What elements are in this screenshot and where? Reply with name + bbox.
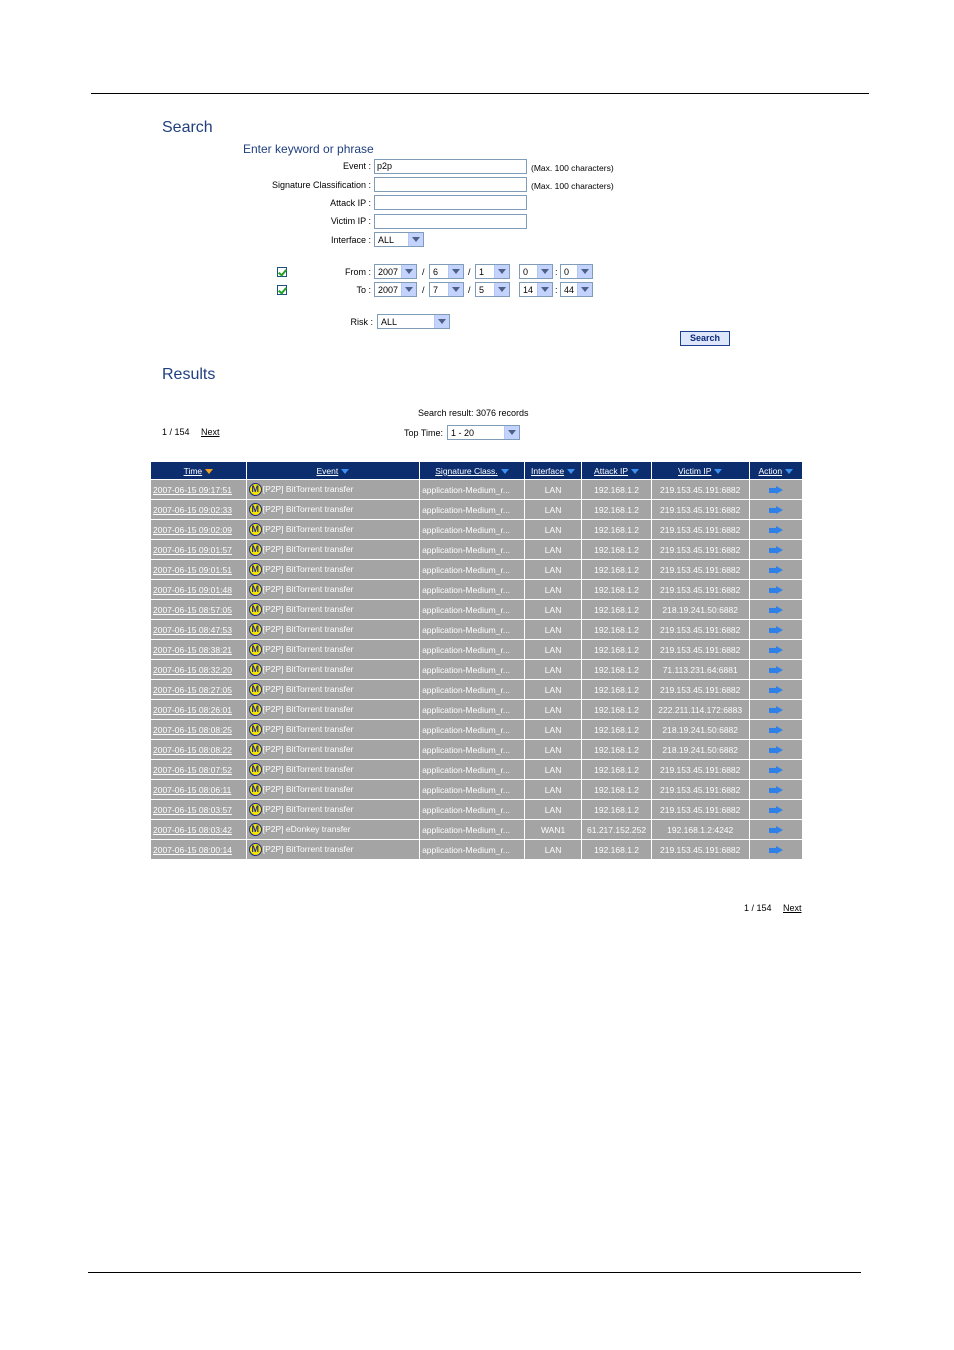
attack-ip-input[interactable] [374,195,527,210]
row-time-link[interactable]: 2007-06-15 08:38:21 [151,640,246,659]
row-interface: LAN [525,760,581,779]
row-event-text: [P2P] BitTorrent transfer [262,803,354,814]
table-header-row [151,462,802,479]
table-row [151,680,802,699]
medium-risk-icon: M [249,723,262,736]
row-signature-class: application-Medium_r... [420,760,524,779]
row-signature-class: application-Medium_r... [420,840,524,859]
table-row [151,820,802,839]
row-interface: LAN [525,520,581,539]
to-month-value: 7 [433,285,439,295]
row-time-link[interactable]: 2007-06-15 09:01:51 [151,560,246,579]
medium-risk-icon: M [249,663,262,676]
from-hour-select[interactable] [519,264,553,279]
row-victim-ip: 219.153.45.191:6882 [652,800,749,819]
medium-risk-icon: M [249,683,262,696]
row-event [247,580,419,599]
row-interface: LAN [525,780,581,799]
column-header-victim-ip[interactable]: Victim IP [652,462,749,479]
table-row [151,780,802,799]
row-time-link[interactable]: 2007-06-15 08:07:52 [151,760,246,779]
table-row [151,500,802,519]
row-event [247,600,419,619]
table-row [151,480,802,499]
row-interface: LAN [525,800,581,819]
row-time-link[interactable]: 2007-06-15 08:26:01 [151,700,246,719]
row-victim-ip: 218.19.241.50:6882 [652,600,749,619]
row-time-link[interactable]: 2007-06-15 08:57:05 [151,600,246,619]
row-signature-class: application-Medium_r... [420,480,524,499]
row-attack-ip: 192.168.1.2 [582,800,651,819]
to-checkbox[interactable] [277,285,287,295]
table-row [151,840,802,859]
row-victim-ip: 219.153.45.191:6882 [652,640,749,659]
chevron-down-icon[interactable] [401,265,416,278]
medium-risk-icon: M [249,803,262,816]
arrow-right-icon[interactable] [769,486,783,495]
row-time-link[interactable]: 2007-06-15 08:03:57 [151,800,246,819]
row-victim-ip: 218.19.241.50:6882 [652,720,749,739]
row-action[interactable] [750,600,802,619]
victim-ip-label: Victim IP : [330,216,371,226]
row-interface: LAN [525,600,581,619]
row-action[interactable] [750,720,802,739]
row-event-text: [P2P] eDonkey transfer [262,823,351,834]
row-signature-class: application-Medium_r... [420,740,524,759]
row-event [247,640,419,659]
row-time-link[interactable]: 2007-06-15 08:27:05 [151,680,246,699]
date-separator: / [422,285,425,295]
row-attack-ip: 192.168.1.2 [582,680,651,699]
row-event [247,560,419,579]
column-header-time[interactable]: Time [151,462,246,479]
from-checkbox[interactable] [277,267,287,277]
from-minute-value: 0 [564,267,570,277]
row-interface: LAN [525,580,581,599]
row-signature-class: application-Medium_r... [420,620,524,639]
row-attack-ip: 192.168.1.2 [582,760,651,779]
row-event [247,740,419,759]
table-row [151,660,802,679]
to-label: To : [356,285,371,295]
arrow-right-icon[interactable] [769,786,783,795]
row-interface: LAN [525,540,581,559]
row-interface: LAN [525,640,581,659]
bottom-rule [88,1272,861,1273]
arrow-right-icon[interactable] [769,806,783,815]
chevron-down-icon[interactable] [448,283,463,296]
column-header-action[interactable]: Action [750,462,802,479]
row-signature-class: application-Medium_r... [420,800,524,819]
row-signature-class: application-Medium_r... [420,680,524,699]
table-row [151,540,802,559]
chevron-down-icon[interactable] [577,265,592,278]
page-info-top: 1 / 154 [162,427,190,437]
medium-risk-icon: M [249,503,262,516]
row-victim-ip: 219.153.45.191:6882 [652,560,749,579]
sort-icon [501,469,509,474]
medium-risk-icon: M [249,703,262,716]
row-time-link[interactable]: 2007-06-15 08:03:42 [151,820,246,839]
arrow-right-icon[interactable] [769,746,783,755]
row-interface: LAN [525,680,581,699]
row-event-text: [P2P] BitTorrent transfer [262,723,354,734]
row-event [247,480,419,499]
row-victim-ip: 71.113.231.64:6881 [652,660,749,679]
from-day-value: 1 [479,267,485,277]
top-time-select[interactable] [447,425,520,440]
row-event [247,840,419,859]
row-victim-ip: 219.153.45.191:6882 [652,840,749,859]
row-time-link[interactable]: 2007-06-15 09:02:09 [151,520,246,539]
top-rule [91,93,869,94]
row-time-link[interactable]: 2007-06-15 09:01:57 [151,540,246,559]
arrow-right-icon[interactable] [769,586,783,595]
victim-ip-input[interactable] [374,214,527,229]
row-victim-ip: 219.153.45.191:6882 [652,760,749,779]
row-event-text: [P2P] BitTorrent transfer [262,603,354,614]
row-time-link[interactable]: 2007-06-15 09:17:51 [151,480,246,499]
row-action[interactable] [750,760,802,779]
chevron-down-icon[interactable] [401,283,416,296]
row-event-text: [P2P] BitTorrent transfer [262,483,354,494]
medium-risk-icon: M [249,603,262,616]
from-hour-value: 0 [523,267,529,277]
row-interface: WAN1 [525,820,581,839]
row-event-text: [P2P] BitTorrent transfer [262,543,354,554]
arrow-right-icon[interactable] [769,766,783,775]
time-separator: : [555,285,558,295]
column-header-interface[interactable]: Interface [525,462,581,479]
arrow-right-icon[interactable] [769,666,783,675]
row-action[interactable] [750,580,802,599]
row-signature-class: application-Medium_r... [420,600,524,619]
row-event [247,780,419,799]
row-action[interactable] [750,640,802,659]
medium-risk-icon: M [249,743,262,756]
sort-icon [567,469,575,474]
medium-risk-icon: M [249,483,262,496]
interface-label: Interface : [330,235,371,245]
from-month-value: 6 [433,267,439,277]
chevron-down-icon[interactable] [537,283,552,296]
row-event-text: [P2P] BitTorrent transfer [262,523,354,534]
search-result-summary: Search result: 3076 records [418,408,529,418]
arrow-right-icon[interactable] [769,726,783,735]
row-interface: LAN [525,840,581,859]
sort-icon [341,469,349,474]
row-event-text: [P2P] BitTorrent transfer [262,623,354,634]
row-event [247,800,419,819]
time-separator: : [555,267,558,277]
row-action[interactable] [750,620,802,639]
medium-risk-icon: M [249,543,262,556]
row-attack-ip: 192.168.1.2 [582,740,651,759]
to-day-select[interactable] [475,282,510,297]
row-attack-ip: 192.168.1.2 [582,500,651,519]
risk-select[interactable] [377,314,450,329]
to-minute-select[interactable] [560,282,593,297]
results-table [150,461,803,860]
row-action[interactable] [750,800,802,819]
row-action[interactable] [750,840,802,859]
medium-risk-icon: M [249,823,262,836]
row-event [247,620,419,639]
row-interface: LAN [525,700,581,719]
arrow-right-icon[interactable] [769,706,783,715]
row-action[interactable] [750,480,802,499]
chevron-down-icon[interactable] [408,233,423,246]
to-day-value: 5 [479,285,485,295]
row-event [247,700,419,719]
to-month-select[interactable] [429,282,464,297]
sigclass-input[interactable] [374,177,527,192]
row-signature-class: application-Medium_r... [420,540,524,559]
next-link-top[interactable]: Next [201,427,220,437]
table-row [151,580,802,599]
row-time-link[interactable]: 2007-06-15 08:32:20 [151,660,246,679]
row-victim-ip: 219.153.45.191:6882 [652,520,749,539]
arrow-right-icon[interactable] [769,646,783,655]
from-year-select[interactable] [374,264,417,279]
row-attack-ip: 192.168.1.2 [582,720,651,739]
table-row [151,740,802,759]
row-signature-class: application-Medium_r... [420,520,524,539]
medium-risk-icon: M [249,843,262,856]
medium-risk-icon: M [249,763,262,776]
row-event-text: [P2P] BitTorrent transfer [262,663,354,674]
arrow-right-icon[interactable] [769,826,783,835]
row-victim-ip: 219.153.45.191:6882 [652,680,749,699]
row-event-text: [P2P] BitTorrent transfer [262,703,354,714]
row-signature-class: application-Medium_r... [420,700,524,719]
attack-ip-label: Attack IP : [330,198,371,208]
row-interface: LAN [525,560,581,579]
row-victim-ip: 219.153.45.191:6882 [652,580,749,599]
arrow-right-icon[interactable] [769,686,783,695]
row-interface: LAN [525,620,581,639]
row-time-link[interactable]: 2007-06-15 08:47:53 [151,620,246,639]
row-event-text: [P2P] BitTorrent transfer [262,743,354,754]
row-attack-ip: 192.168.1.2 [582,660,651,679]
medium-risk-icon: M [249,623,262,636]
medium-risk-icon: M [249,643,262,656]
sort-icon [714,469,722,474]
row-event-text: [P2P] BitTorrent transfer [262,583,354,594]
interface-select-value: ALL [378,235,395,245]
row-event [247,660,419,679]
chevron-down-icon[interactable] [448,265,463,278]
row-signature-class: application-Medium_r... [420,820,524,839]
arrow-right-icon[interactable] [769,846,783,855]
row-victim-ip: 219.153.45.191:6882 [652,480,749,499]
from-day-select[interactable] [475,264,510,279]
to-minute-value: 44 [564,285,575,295]
to-hour-select[interactable] [519,282,553,297]
table-row [151,800,802,819]
table-row [151,700,802,719]
row-signature-class: application-Medium_r... [420,640,524,659]
chevron-down-icon[interactable] [537,265,552,278]
sigclass-label: Signature Classification : [271,180,371,190]
date-separator: / [422,267,425,277]
row-time-link[interactable]: 2007-06-15 08:08:25 [151,720,246,739]
top-time-label: Top Time: [404,428,444,438]
table-row [151,620,802,639]
row-interface: LAN [525,480,581,499]
row-victim-ip: 218.19.241.50:6882 [652,740,749,759]
medium-risk-icon: M [249,563,262,576]
row-interface: LAN [525,740,581,759]
row-event-text: [P2P] BitTorrent transfer [262,783,354,794]
top-time-value: 1 - 20 [451,428,475,438]
row-event [247,820,419,839]
row-time-link[interactable]: 2007-06-15 09:01:48 [151,580,246,599]
medium-risk-icon: M [249,523,262,536]
row-attack-ip: 192.168.1.2 [582,780,651,799]
medium-risk-icon: M [249,583,262,596]
row-event-text: [P2P] BitTorrent transfer [262,563,354,574]
row-attack-ip: 192.168.1.2 [582,840,651,859]
row-victim-ip: 219.153.45.191:6882 [652,780,749,799]
sort-icon [631,469,639,474]
search-subtitle: Enter keyword or phrase [243,142,374,156]
row-event-text: [P2P] BitTorrent transfer [262,843,354,854]
row-interface: LAN [525,500,581,519]
row-action[interactable] [750,780,802,799]
table-row [151,600,802,619]
event-label: Event : [342,161,371,171]
row-event [247,680,419,699]
column-header-attack-ip[interactable]: Attack IP [582,462,651,479]
column-header-signature-class[interactable]: Signature Class. [420,462,524,479]
medium-risk-icon: M [249,783,262,796]
row-event [247,540,419,559]
chevron-down-icon[interactable] [504,426,519,439]
to-hour-value: 14 [523,285,534,295]
column-header-event[interactable]: Event [247,462,419,479]
row-event-text: [P2P] BitTorrent transfer [262,763,354,774]
table-row [151,760,802,779]
row-attack-ip: 192.168.1.2 [582,480,651,499]
row-event-text: [P2P] BitTorrent transfer [262,643,354,654]
row-attack-ip: 192.168.1.2 [582,540,651,559]
row-action[interactable] [750,660,802,679]
row-attack-ip: 192.168.1.2 [582,700,651,719]
row-signature-class: application-Medium_r... [420,720,524,739]
from-minute-select[interactable] [560,264,593,279]
table-row [151,720,802,739]
event-note: (Max. 100 characters) [531,163,614,173]
row-event [247,760,419,779]
from-month-select[interactable] [429,264,464,279]
to-year-select[interactable] [374,282,417,297]
row-victim-ip: 219.153.45.191:6882 [652,620,749,639]
row-interface: LAN [525,660,581,679]
row-action[interactable] [750,740,802,759]
arrow-right-icon[interactable] [769,606,783,615]
row-event [247,520,419,539]
arrow-right-icon[interactable] [769,506,783,515]
date-separator: / [468,267,471,277]
row-signature-class: application-Medium_r... [420,660,524,679]
chevron-down-icon[interactable] [434,315,449,328]
date-separator: / [468,285,471,295]
row-attack-ip: 192.168.1.2 [582,620,651,639]
arrow-right-icon[interactable] [769,626,783,635]
row-signature-class: application-Medium_r... [420,560,524,579]
chevron-down-icon[interactable] [494,265,509,278]
row-signature-class: application-Medium_r... [420,780,524,799]
row-action[interactable] [750,500,802,519]
row-time-link[interactable]: 2007-06-15 08:06:11 [151,780,246,799]
to-year-value: 2007 [378,285,399,295]
sort-desc-icon [205,469,213,474]
row-victim-ip: 219.153.45.191:6882 [652,500,749,519]
table-row [151,520,802,539]
search-button[interactable]: Search [680,331,730,346]
row-attack-ip: 61.217.152.252 [582,820,651,839]
row-time-link[interactable]: 2007-06-15 08:08:22 [151,740,246,759]
from-label: From : [345,267,371,277]
row-attack-ip: 192.168.1.2 [582,580,651,599]
row-time-link[interactable]: 2007-06-15 08:00:14 [151,840,246,859]
row-event-text: [P2P] BitTorrent transfer [262,683,354,694]
row-signature-class: application-Medium_r... [420,580,524,599]
row-attack-ip: 192.168.1.2 [582,640,651,659]
row-victim-ip: 219.153.45.191:6882 [652,540,749,559]
row-event-text: [P2P] BitTorrent transfer [262,503,354,514]
row-action[interactable] [750,540,802,559]
arrow-right-icon[interactable] [769,526,783,535]
search-title: Search [162,119,213,136]
row-action[interactable] [750,680,802,699]
sigclass-note: (Max. 100 characters) [531,181,614,191]
row-victim-ip: 222.211.114.172:6883 [652,700,749,719]
interface-select[interactable] [374,232,424,247]
row-action[interactable] [750,560,802,579]
from-year-value: 2007 [378,267,399,277]
row-action[interactable] [750,820,802,839]
row-event [247,500,419,519]
risk-label: Risk : [350,317,373,327]
next-link-bottom[interactable]: Next [783,903,802,913]
chevron-down-icon[interactable] [494,283,509,296]
row-signature-class: application-Medium_r... [420,500,524,519]
row-event [247,720,419,739]
chevron-down-icon[interactable] [577,283,592,296]
row-attack-ip: 192.168.1.2 [582,520,651,539]
event-input[interactable] [374,159,527,174]
row-action[interactable] [750,520,802,539]
table-row [151,560,802,579]
row-victim-ip: 192.168.1.2:4242 [652,820,749,839]
sort-icon [785,469,793,474]
row-attack-ip: 192.168.1.2 [582,560,651,579]
row-attack-ip: 192.168.1.2 [582,600,651,619]
arrow-right-icon[interactable] [769,566,783,575]
table-row [151,640,802,659]
risk-select-value: ALL [381,317,398,327]
results-title: Results [162,366,216,383]
arrow-right-icon[interactable] [769,546,783,555]
row-action[interactable] [750,700,802,719]
row-interface: LAN [525,720,581,739]
row-time-link[interactable]: 2007-06-15 09:02:33 [151,500,246,519]
page-info-bottom: 1 / 154 [744,903,772,913]
